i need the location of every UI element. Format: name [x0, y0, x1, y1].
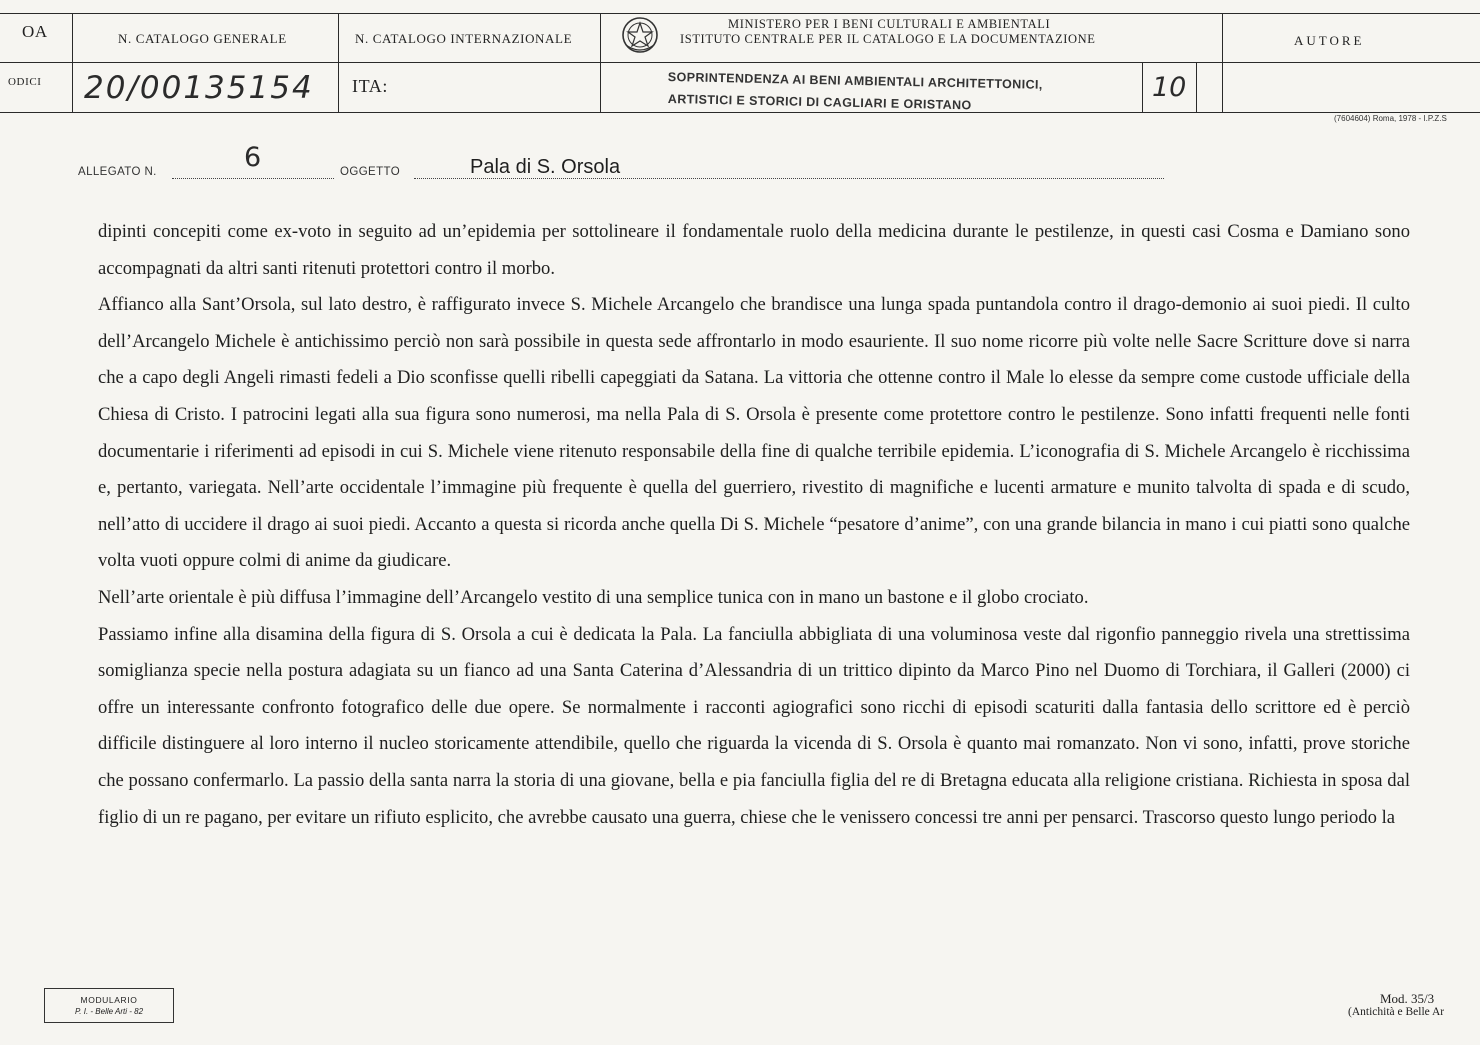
allegato-dots	[172, 178, 334, 179]
oggetto-value: Pala di S. Orsola	[470, 156, 621, 178]
mod-subtitle: (Antichità e Belle Ar	[1348, 1006, 1445, 1018]
body-paragraph-3: Nell’arte orientale è più diffusa l’immagine dell’Arcangelo vestito di una semplice tunica con in mano un bastone e il globo crociato.	[98, 586, 1089, 608]
col-oa: OA	[22, 22, 48, 41]
col-autore: AUTORE	[1294, 33, 1365, 48]
header-divider-1	[72, 13, 73, 112]
header-divider-5	[1142, 62, 1143, 112]
republic-emblem	[620, 15, 660, 55]
document-body	[98, 214, 1410, 836]
body-paragraph-2: Affianco alla Sant’Orsola, sul lato destro, è raffigurato invece S. Michele Arcangelo che brandisce una lunga spada puntandola contro il drago-demonio ai suoi piedi. Il culto dell’Arcangelo Michele è antichissimo perciò non sarà possibile in questa sede affrontarlo in modo esauriente. Il suo nome ricorre più volte nelle Sacre Scritture dove si narra che a capo degli Angeli rimasti fedeli a Dio sconfisse quelli ribelli capeggiati da Satana. La vittoria che ottenne contro il Male lo elesse da sempre come custode ufficiale della Chiesa di Cristo. I patrocini legati alla sua figura sono numerosi, ma nella Pala di S. Orsola è presente come protettore contro le pestilenze. Sono infatti frequenti nelle fonti documentarie i riferimenti ad episodi in cui S. Michele viene ritenuto responsabile della fine di qualche terribile epidemia. L’iconografia di S. Michele Arcangelo è ricchissima e, pertanto, variegata. Nell’arte occidentale l’immagine più frequente è quella del guerriero, rivestito di magnifiche e lucenti armature e munito talvolta di spada e di scudo, nell’atto di uccidere il drago ai suoi piedi. Accanto a questa si ricorda anche quella Di S. Michele “pesatore d’anime”, con una grande bilancia in mano i cui piatti sono qualche volta vuoti oppure colmi di anime da giudicare.	[98, 294, 1410, 572]
header-bottom-border	[0, 112, 1480, 113]
body-paragraph-1: dipinti concepiti come ex-voto in seguito ad un’epidemia per sottolineare il fondamentale ruolo della medicina durante le pestilenze, in questi casi Cosma e Damiano sono accompagnati da altri santi ritenuti protettori contro il morbo.	[98, 221, 1410, 279]
body-paragraph-4: Passiamo infine alla disamina della figura di S. Orsola a cui è dedicata la Pala. La fanciulla abbigliata di una voluminosa veste dal rigonfio panneggio rivela una strettissima somiglianza specie nella postura adagiata su un fianco ad una Santa Caterina d’Alessandria di un trittico dipinto da Marco Pino nel Duomo di Torchiara, il Galleri (2000) ci offre un interessante confronto fotografico delle due opere. Se normalmente i racconti agiografici sono ricchi di episodi scaturiti dalla fantasia dello scrittore ed è perciò difficile distinguere al loro interno il nucleo storicamente attendibile, quello che riguarda la vicenda di S. Orsola è quanto mai romanzato. Non vi sono, infatti, prove storiche che possano confermarlo. La passio della santa narra la storia di una giovane, bella e pia fanciulla figlia del re di Bretagna educata alla religione cristiana. Richiesta in sposa dal figlio di un re pagano, per evitare un rifiuto esplicito, che avrebbe causato una guerra, chiese che le venissero concessi tre anni per pensarci. Trascorso questo lungo periodo la	[98, 623, 1410, 828]
header-middle-border	[0, 62, 1480, 63]
ministry-line1: MINISTERO PER I BENI CULTURALI E AMBIENTALI	[728, 17, 1051, 31]
emblem-icon	[620, 15, 660, 55]
print-code: (7604604) Roma, 1978 - I.P.Z.S	[1334, 114, 1447, 123]
ita-label: ITA:	[352, 76, 388, 96]
col-catalogo-internazionale: N. CATALOGO INTERNAZIONALE	[355, 31, 573, 46]
header-divider-3	[600, 13, 601, 112]
soprintendenza-line1: SOPRINTENDENZA AI BENI AMBIENTALI ARCHITETTONICI,	[667, 70, 1043, 92]
allegato-label: ALLEGATO N.	[78, 166, 157, 178]
header-divider-6	[1196, 62, 1197, 112]
header-divider-4	[1222, 13, 1223, 112]
mod-code: Mod. 35/3	[1380, 991, 1435, 1006]
catalogo-number: 20/00135154	[84, 70, 314, 106]
header-top-border	[0, 13, 1480, 14]
ministry-line2: ISTITUTO CENTRALE PER IL CATALOGO E LA DOCUMENTAZIONE	[680, 32, 1096, 46]
col-catalogo-generale: N. CATALOGO GENERALE	[118, 31, 287, 46]
allegato-value: 6	[244, 142, 262, 173]
oggetto-label: OGGETTO	[340, 166, 401, 178]
box-number: 10	[1152, 72, 1187, 103]
modulario-line1: MODULARIO	[80, 995, 138, 1005]
row-codici: ODICI	[8, 76, 42, 88]
soprintendenza-line2: ARTISTICI E STORICI DI CAGLIARI E ORISTANO	[667, 92, 972, 113]
modulario-line2: P. I. - Belle Arti - 82	[74, 1007, 144, 1016]
modulario-box	[44, 988, 174, 1023]
header-divider-2	[338, 13, 339, 112]
